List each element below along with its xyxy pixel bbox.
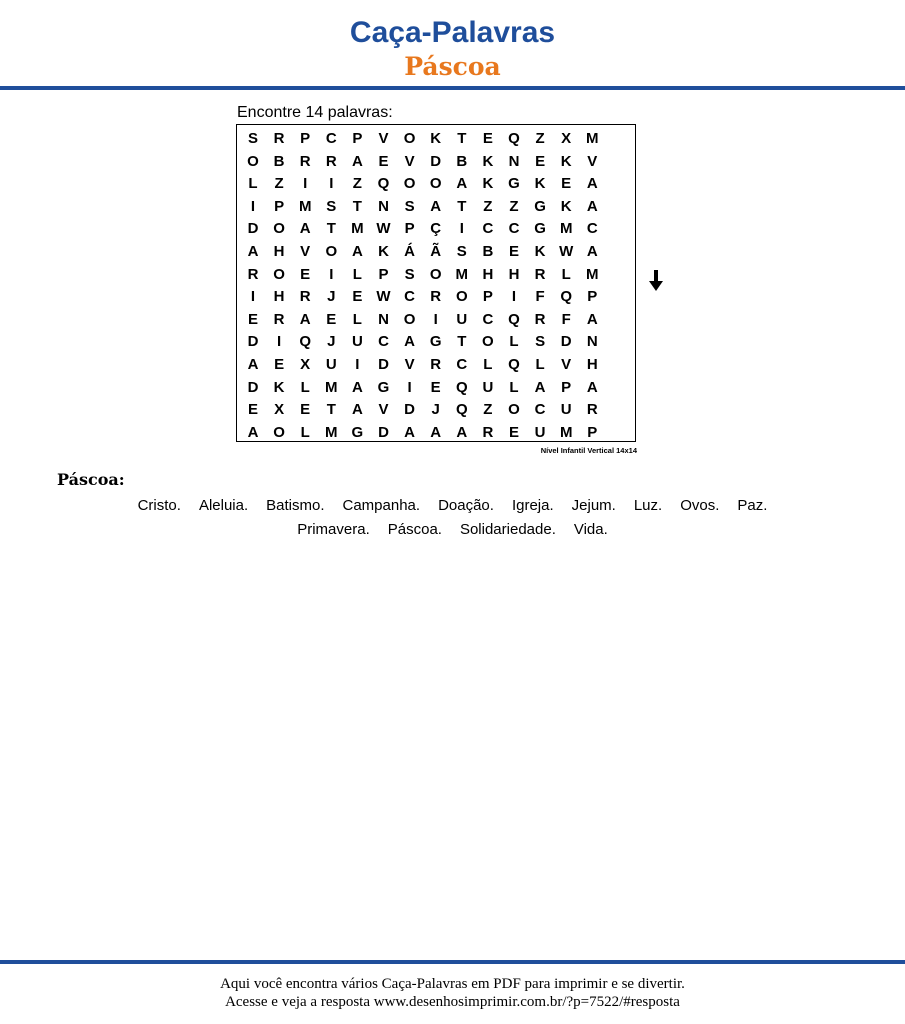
grid-cell: E xyxy=(508,243,519,260)
grid-cell: O xyxy=(403,130,416,147)
grid-cell: J xyxy=(327,333,336,351)
grid-cell: B xyxy=(456,152,468,170)
grid-cell: T xyxy=(457,333,467,351)
grid-cell: J xyxy=(431,401,440,419)
grid-cell: I xyxy=(329,175,334,193)
grid-cell: T xyxy=(326,220,336,238)
word-list-item: Ovos. xyxy=(680,497,720,514)
grid-cell: Q xyxy=(377,175,390,193)
word-list-item: Campanha. xyxy=(342,497,421,514)
grid-cell: S xyxy=(456,243,467,260)
grid-cell: Q xyxy=(455,378,468,396)
grid-cell: R xyxy=(273,130,285,147)
grid-cell: H xyxy=(586,356,598,373)
grid-cell: C xyxy=(325,130,337,147)
grid-cell: D xyxy=(378,356,389,373)
grid-cell: H xyxy=(508,265,520,283)
grid-cell: R xyxy=(299,288,311,306)
grid-cell: Q xyxy=(508,310,520,328)
grid-cell: G xyxy=(534,197,546,215)
grid-cell: R xyxy=(325,152,337,170)
grid-cell: O xyxy=(325,243,338,260)
grid-cell: R xyxy=(430,356,442,373)
grid-cell: G xyxy=(351,423,364,441)
grid-cell: A xyxy=(247,243,259,260)
word-list-item: Jejum. xyxy=(571,497,616,514)
grid-cell: V xyxy=(404,152,415,170)
grid-cell: R xyxy=(482,423,494,441)
grid-cell: X xyxy=(274,401,285,419)
grid-cell: E xyxy=(430,378,441,396)
grid-cell: D xyxy=(560,333,572,351)
grid-cell: Z xyxy=(352,175,362,193)
grid-row xyxy=(237,195,635,218)
grid-cell: A xyxy=(456,175,468,193)
grid-cell: L xyxy=(352,265,362,283)
grid-cell: E xyxy=(247,401,258,419)
grid-cell: T xyxy=(326,401,336,419)
grid-cell: S xyxy=(247,130,258,147)
grid-cell: U xyxy=(534,423,546,441)
grid-cell: V xyxy=(378,130,389,147)
grid-row xyxy=(237,330,635,353)
footer-divider xyxy=(0,960,905,964)
grid-cell: I xyxy=(303,175,308,193)
grid-row xyxy=(237,376,635,399)
grid-cell: K xyxy=(534,175,546,193)
grid-cell: L xyxy=(300,423,310,441)
grid-cell: K xyxy=(273,378,285,396)
grid-cell: N xyxy=(508,152,520,170)
grid-cell: E xyxy=(561,175,572,193)
grid-cell: R xyxy=(430,288,442,306)
grid-cell: V xyxy=(300,243,311,260)
grid-cell: O xyxy=(403,175,416,193)
grid-cell: I xyxy=(329,265,334,283)
grid-cell: T xyxy=(457,197,467,215)
grid-cell: A xyxy=(586,243,598,260)
grid-cell: D xyxy=(404,401,416,419)
grid-cell: E xyxy=(300,265,311,283)
grid-cell: O xyxy=(247,152,259,170)
word-list-item: Igreja. xyxy=(511,497,554,514)
grid-cell: K xyxy=(560,197,572,215)
grid-cell: N xyxy=(378,197,389,215)
grid-cell: G xyxy=(377,378,390,396)
grid-cell: G xyxy=(534,220,546,238)
grid-cell: A xyxy=(351,378,363,396)
grid-cell: A xyxy=(586,175,598,193)
word-list-item: Aleluia. xyxy=(198,497,249,514)
level-label: Nível Infantil Vertical 14x14 xyxy=(540,446,637,455)
grid-cell: K xyxy=(534,243,546,260)
grid-cell: L xyxy=(561,265,571,283)
grid-cell: A xyxy=(534,378,546,396)
grid-cell: M xyxy=(455,265,469,283)
grid-cell: H xyxy=(273,243,285,260)
grid-cell: R xyxy=(534,310,546,328)
grid-cell: O xyxy=(482,333,494,351)
grid-cell: P xyxy=(482,288,493,306)
word-list-line-1 xyxy=(0,497,905,514)
grid-cell: E xyxy=(535,152,546,170)
grid-cell: V xyxy=(561,356,572,373)
grid-cell: I xyxy=(277,333,282,351)
grid-cell: W xyxy=(376,288,391,306)
grid-cell: Q xyxy=(508,130,520,147)
grid-cell: E xyxy=(274,356,285,373)
grid-cell: X xyxy=(300,356,311,373)
grid-cell: O xyxy=(403,310,416,328)
grid-cell: O xyxy=(273,220,285,238)
grid-cell: P xyxy=(587,423,598,441)
grid-cell: U xyxy=(482,378,494,396)
grid-cell: L xyxy=(509,378,519,396)
word-list-item: Luz. xyxy=(633,497,663,514)
grid-cell: L xyxy=(248,175,258,193)
grid-cell: Q xyxy=(560,288,573,306)
grid-cell: O xyxy=(508,401,520,419)
grid-cell: O xyxy=(429,175,442,193)
grid-cell: D xyxy=(378,423,389,441)
grid-cell: N xyxy=(586,333,598,351)
grid-cell: Ã xyxy=(430,243,442,260)
word-list-item: Cristo. xyxy=(137,497,181,514)
grid-cell: H xyxy=(482,265,494,283)
grid-cell: O xyxy=(455,288,468,306)
grid-cell: B xyxy=(273,152,285,170)
grid-cell: D xyxy=(247,220,259,238)
grid-cell: R xyxy=(299,152,311,170)
grid-cell: S xyxy=(404,197,415,215)
grid-cell: I xyxy=(511,288,517,306)
grid-cell: K xyxy=(430,130,442,147)
grid-cell: Q xyxy=(508,356,520,373)
grid-cell: U xyxy=(325,356,337,373)
grid-cell: Z xyxy=(535,130,545,147)
grid-cell: E xyxy=(247,310,258,328)
grid-cell: R xyxy=(273,310,285,328)
grid-cell: A xyxy=(404,333,416,351)
grid-row xyxy=(237,150,635,173)
grid-cell: I xyxy=(250,288,256,306)
grid-cell: T xyxy=(457,130,467,147)
grid-cell: K xyxy=(378,243,389,260)
grid-cell: A xyxy=(430,197,442,215)
grid-cell: V xyxy=(587,152,598,170)
grid-cell: T xyxy=(352,197,362,215)
grid-row xyxy=(237,421,635,444)
word-list-item: Vida. xyxy=(573,521,608,538)
puzzle-instruction: Encontre 14 palavras: xyxy=(237,104,393,121)
grid-cell: B xyxy=(482,243,494,260)
page-subtitle: Páscoa xyxy=(404,52,501,81)
grid-cell: A xyxy=(430,423,442,441)
grid-cell: A xyxy=(299,220,311,238)
grid-cell: L xyxy=(300,378,310,396)
grid-cell: A xyxy=(586,378,598,396)
grid-cell: Z xyxy=(274,175,284,193)
grid-cell: G xyxy=(508,175,520,193)
grid-cell: C xyxy=(586,220,598,238)
grid-cell: E xyxy=(508,423,519,441)
grid-row xyxy=(237,353,635,376)
grid-cell: K xyxy=(560,152,572,170)
grid-cell: P xyxy=(300,130,311,147)
grid-cell: E xyxy=(482,130,493,147)
grid-cell: Z xyxy=(509,197,519,215)
grid-cell: M xyxy=(325,423,338,441)
grid-cell: R xyxy=(247,265,259,283)
grid-cell: M xyxy=(325,378,338,396)
grid-cell: S xyxy=(535,333,546,351)
grid-cell: L xyxy=(352,310,362,328)
grid-cell: C xyxy=(404,288,416,306)
grid-cell: M xyxy=(351,220,364,238)
grid-cell: K xyxy=(482,175,494,193)
grid-cell: I xyxy=(250,197,256,215)
grid-cell: O xyxy=(429,265,442,283)
footer-line-2: Acesse e veja a resposta www.desenhosimprimir.com.br/?p=7522/#resposta xyxy=(225,994,680,1010)
grid-cell: R xyxy=(534,265,546,283)
grid-cell: L xyxy=(535,356,545,373)
grid-row xyxy=(237,285,635,308)
grid-row xyxy=(237,217,635,240)
grid-cell: F xyxy=(561,310,571,328)
grid-cell: J xyxy=(327,288,336,306)
grid-cell: N xyxy=(378,310,389,328)
grid-cell: A xyxy=(351,152,363,170)
grid-cell: C xyxy=(456,356,468,373)
grid-cell: A xyxy=(247,356,259,373)
grid-cell: P xyxy=(352,130,363,147)
grid-cell: D xyxy=(430,152,442,170)
grid-cell: U xyxy=(456,310,468,328)
grid-row xyxy=(237,172,635,195)
word-list-item: Primavera. xyxy=(297,521,370,538)
grid-cell: P xyxy=(378,265,389,283)
grid-cell: I xyxy=(459,220,464,238)
grid-cell: C xyxy=(482,310,494,328)
grid-cell: V xyxy=(404,356,415,373)
grid-cell: D xyxy=(247,378,259,396)
grid-cell: A xyxy=(351,243,363,260)
word-list-heading: Páscoa: xyxy=(57,470,125,489)
grid-cell: C xyxy=(534,401,546,419)
grid-cell: C xyxy=(508,220,520,238)
word-list-item: Doação. xyxy=(438,497,494,514)
grid-row xyxy=(237,398,635,421)
grid-cell: M xyxy=(298,197,312,215)
grid-cell: Q xyxy=(299,333,312,351)
grid-cell: V xyxy=(378,401,389,419)
grid-cell: W xyxy=(376,220,391,238)
word-list-item: Batismo. xyxy=(266,497,325,514)
grid-row xyxy=(237,127,635,150)
grid-cell: M xyxy=(559,423,573,441)
grid-row xyxy=(237,308,635,331)
grid-cell: L xyxy=(483,356,493,373)
grid-cell: S xyxy=(404,265,415,283)
grid-cell: S xyxy=(326,197,337,215)
grid-cell: M xyxy=(586,265,599,283)
grid-cell: Á xyxy=(404,243,416,260)
grid-cell: C xyxy=(482,220,494,238)
grid-cell: U xyxy=(560,401,572,419)
header-divider xyxy=(0,86,905,90)
grid-cell: H xyxy=(273,288,285,306)
grid-cell: A xyxy=(456,423,468,441)
grid-cell: E xyxy=(352,288,363,306)
grid-cell: E xyxy=(300,401,311,419)
grid-cell: E xyxy=(326,310,337,328)
grid-cell: Z xyxy=(483,197,493,215)
grid-cell: K xyxy=(482,152,494,170)
grid-cell: I xyxy=(433,310,438,328)
grid-cell: W xyxy=(559,243,574,260)
grid-cell: X xyxy=(561,130,572,147)
footer-line-1: Aqui você encontra vários Caça-Palavras em PDF para imprimir e se divertir. xyxy=(220,976,685,992)
grid-row xyxy=(237,263,635,286)
grid-cell: U xyxy=(351,333,363,351)
word-list-line-2 xyxy=(0,521,905,538)
grid-cell: P xyxy=(561,378,572,396)
word-list-item: Páscoa. xyxy=(387,521,442,538)
arrow-down-icon xyxy=(648,270,664,297)
grid-cell: A xyxy=(586,310,598,328)
grid-cell: A xyxy=(586,197,598,215)
grid-cell: D xyxy=(247,333,259,351)
grid-cell: R xyxy=(586,401,598,419)
grid-cell: P xyxy=(404,220,415,238)
grid-cell: P xyxy=(587,288,598,306)
grid-cell: M xyxy=(586,130,599,147)
grid-cell: I xyxy=(407,378,412,396)
grid-cell: G xyxy=(429,333,442,351)
grid-cell: M xyxy=(559,220,573,238)
grid-cell: Z xyxy=(483,401,493,419)
grid-cell: C xyxy=(378,333,389,351)
word-list-item: Paz. xyxy=(737,497,768,514)
grid-cell: O xyxy=(273,423,285,441)
grid-cell: I xyxy=(355,356,360,373)
grid-cell: Ç xyxy=(430,220,442,238)
grid-cell: A xyxy=(404,423,416,441)
grid-cell: E xyxy=(378,152,389,170)
grid-cell: A xyxy=(299,310,311,328)
grid-cell: A xyxy=(351,401,363,419)
grid-cell: F xyxy=(535,288,545,306)
grid-cell: L xyxy=(509,333,519,351)
word-list-item: Solidariedade. xyxy=(459,521,556,538)
grid-cell: O xyxy=(273,265,285,283)
word-search-grid xyxy=(236,124,636,442)
page-title: Caça-Palavras xyxy=(349,16,556,49)
grid-cell: Q xyxy=(455,401,468,419)
grid-cell: P xyxy=(274,197,285,215)
grid-cell: A xyxy=(247,423,259,441)
grid-row xyxy=(237,240,635,263)
